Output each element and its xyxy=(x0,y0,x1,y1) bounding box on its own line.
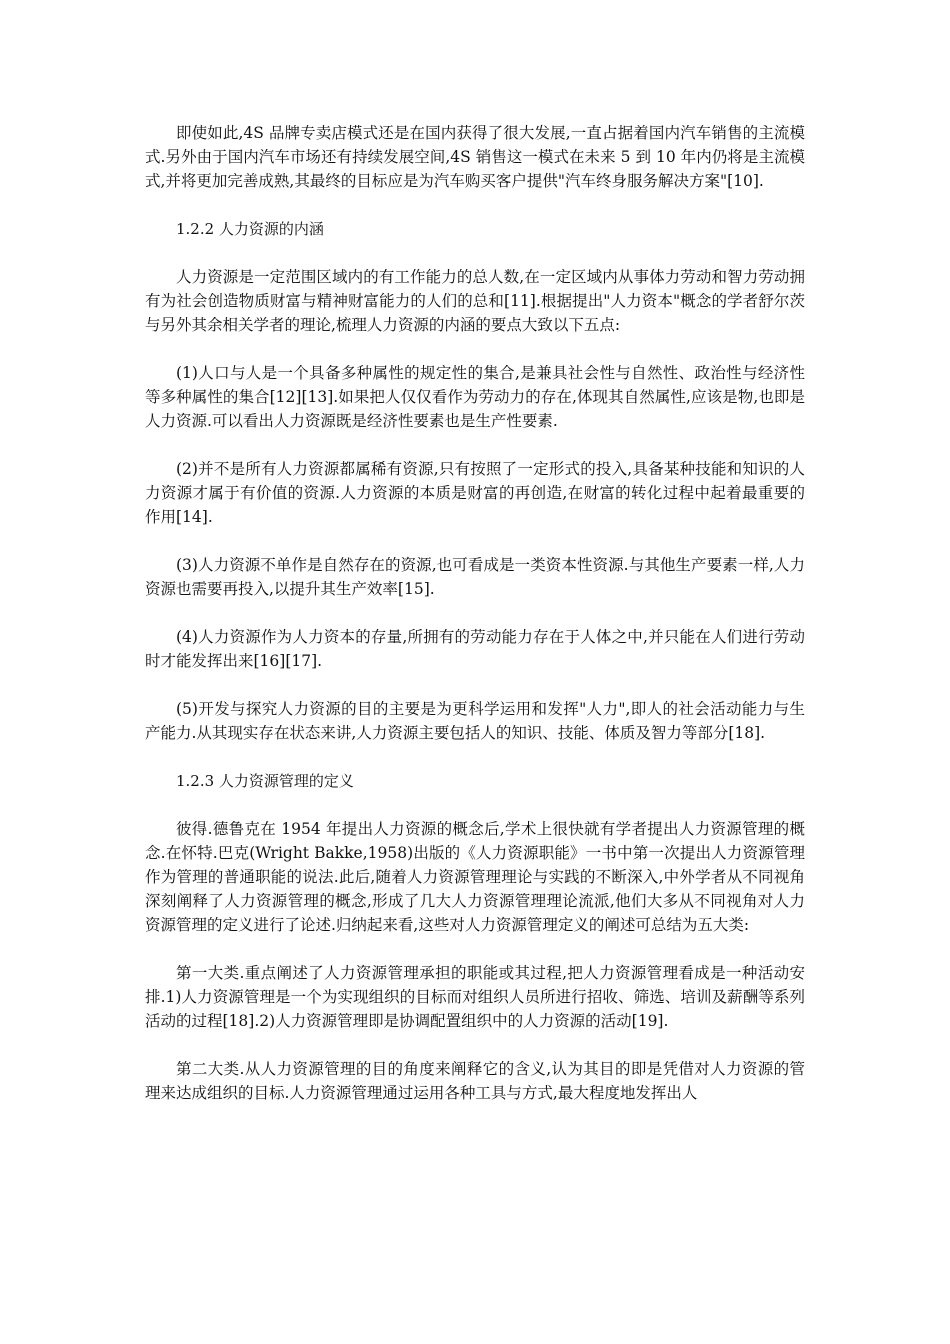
section-heading-1-2-2: 1.2.2 人力资源的内涵 xyxy=(176,220,324,238)
paragraph-category-2: 第二大类.从人力资源管理的目的角度来阐释它的含义,认为其目的即是凭借对人力资源的管理来达成组织的目标.人力资源管理通过运用各种工具与方式,最大程度地发挥出人 xyxy=(145,1060,805,1102)
paragraph-hrm-history: 彼得.德鲁克在 1954 年提出人力资源的概念后,学术上很快就有学者提出人力资源管理的概念.在怀特.巴克(Wright Bakke,1958)出版的《人力资源职能》一书中第一次提出人力资源管理作为管理的普通职能的说法.此后,随着人力资源管理理论与实践的不断深入,中外学者从不同视角深刻阐释了人力资源管理的概念,形成了几大人力资源管理理论流派,他们大多从不同视角对人力资源管理的定义进行了论述.归纳起来看,这些对人力资源管理定义的阐述可总结为五大类: xyxy=(145,820,805,934)
paragraph-hr-definition: 人力资源是一定范围区域内的有工作能力的总人数,在一定区域内从事体力劳动和智力劳动拥有为社会创造物质财富与精神财富能力的人们的总和[11].根据提出"人力资本"概念的学者舒尔茨与另外其余相关学者的理论,梳理人力资源的内涵的要点大致以下五点: xyxy=(145,268,805,334)
paragraph-point-5: (5)开发与探究人力资源的目的主要是为更科学运用和发挥"人力",即人的社会活动能力与生产能力.从其现实存在状态来讲,人力资源主要包括人的知识、技能、体质及智力等部分[18]. xyxy=(145,700,805,742)
paragraph-4s-mode: 即使如此,4S 品牌专卖店模式还是在国内获得了很大发展,一直占据着国内汽车销售的主流模式.另外由于国内汽车市场还有持续发展空间,4S 销售这一模式在未来 5 到 10 年内仍将是主流模式,并将更加完善成熟,其最终的目标应是为汽车购买客户提供"汽车终身服务解决方案"[10]. xyxy=(145,124,805,190)
paragraph-point-4: (4)人力资源作为人力资本的存量,所拥有的劳动能力存在于人体之中,并只能在人们进行劳动时才能发挥出来[16][17]. xyxy=(145,628,805,670)
section-heading-1-2-3: 1.2.3 人力资源管理的定义 xyxy=(176,772,354,790)
paragraph-point-1: (1)人口与人是一个具备多种属性的规定性的集合,是兼具社会性与自然性、政治性与经济性等多种属性的集合[12][13].如果把人仅仅看作为劳动力的存在,体现其自然属性,应该是物,也即是人力资源.可以看出人力资源既是经济性要素也是生产性要素. xyxy=(145,364,805,430)
paragraph-point-3: (3)人力资源不单作是自然存在的资源,也可看成是一类资本性资源.与其他生产要素一样,人力资源也需要再投入,以提升其生产效率[15]. xyxy=(145,556,805,598)
document-body xyxy=(145,121,805,1105)
paragraph-point-2: (2)并不是所有人力资源都属稀有资源,只有按照了一定形式的投入,具备某种技能和知识的人力资源才属于有价值的资源.人力资源的本质是财富的再创造,在财富的转化过程中起着最重要的作用[14]. xyxy=(145,460,805,526)
paragraph-category-1: 第一大类.重点阐述了人力资源管理承担的职能或其过程,把人力资源管理看成是一种活动安排.1)人力资源管理是一个为实现组织的目标而对组织人员所进行招收、筛选、培训及薪酬等系列活动的过程[18].2)人力资源管理即是协调配置组织中的人力资源的活动[19]. xyxy=(145,964,805,1030)
